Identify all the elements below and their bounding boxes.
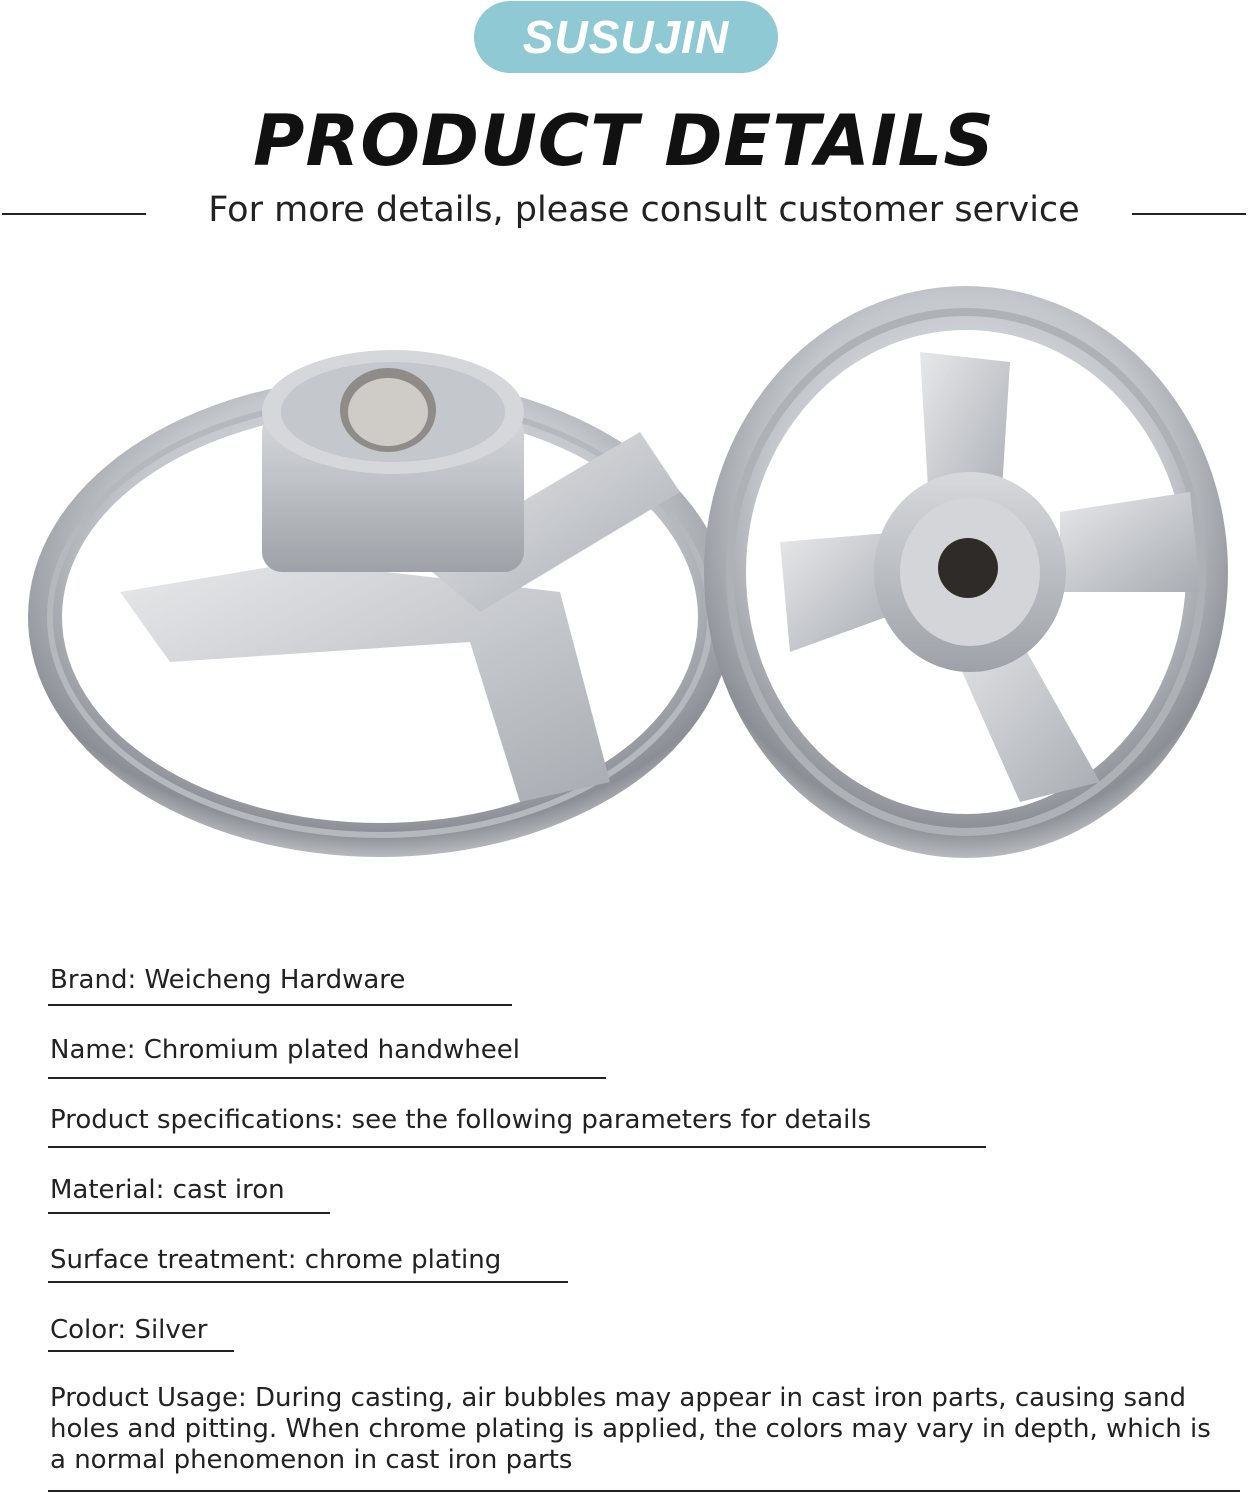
subtitle: For more details, please consult customer service (208, 190, 1080, 230)
handwheel-four-spoke-icon (704, 286, 1228, 858)
spec-underline (48, 1350, 234, 1352)
spec-underline (48, 1490, 1240, 1492)
handwheel-three-spoke-icon (28, 350, 732, 857)
spec-underline (48, 1146, 986, 1148)
subtitle-divider-left (2, 213, 146, 215)
page-title: PRODUCT DETAILS (253, 100, 995, 182)
brand-badge (474, 1, 778, 73)
spec-surface-treatment: Surface treatment: chrome plating (50, 1245, 502, 1275)
spec-name: Name: Chromium plated handwheel (50, 1035, 520, 1065)
brand-name: SUSUJIN (522, 11, 730, 63)
subtitle-row (0, 190, 1248, 238)
spec-underline (48, 1281, 568, 1283)
spec-product-usage: Product Usage: During casting, air bubbles may appear in cast iron parts, causing sand holes and pitting. When chrome plating is applied, the colors may vary in depth, which is a normal phenomenon in cast iron parts (50, 1383, 1211, 1475)
spec-underline (48, 1077, 606, 1079)
product-photo (0, 262, 1248, 912)
spec-material: Material: cast iron (50, 1175, 285, 1205)
spec-color: Color: Silver (50, 1315, 208, 1345)
spec-underline (48, 1212, 330, 1214)
subtitle-divider-right (1132, 213, 1246, 215)
spec-specifications: Product specifications: see the following parameters for details (50, 1105, 872, 1135)
spec-underline (48, 1004, 512, 1006)
spec-brand: Brand: Weicheng Hardware (50, 965, 406, 995)
